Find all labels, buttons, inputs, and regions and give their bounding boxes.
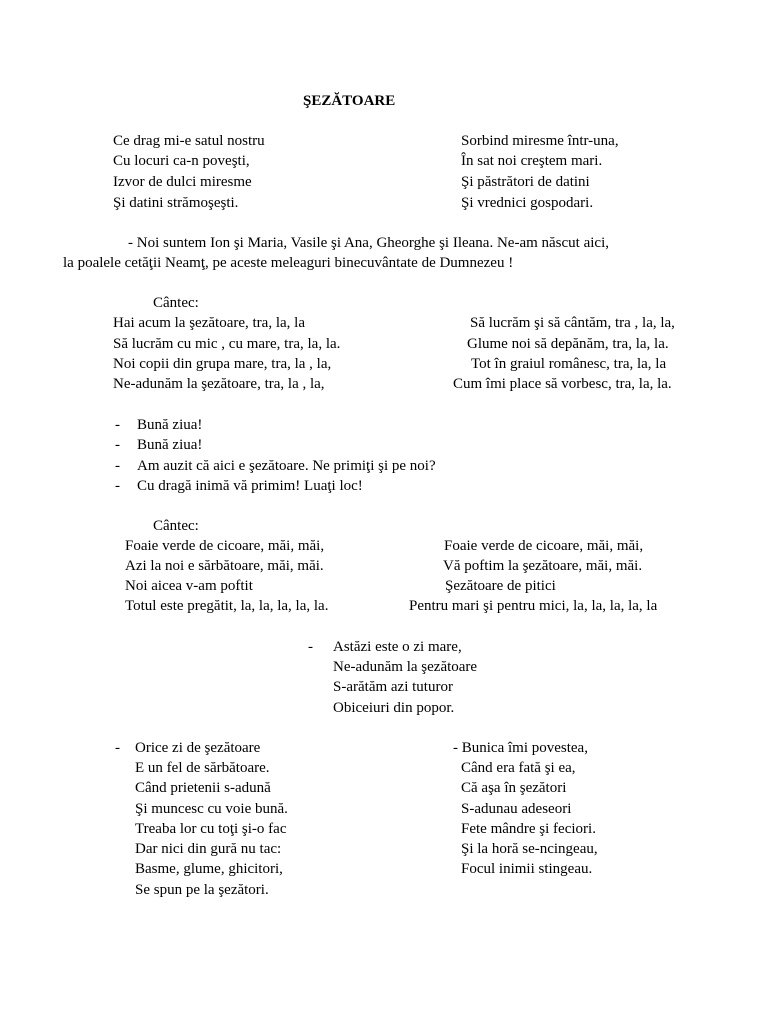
song-2-right-line-4: Pentru mari şi pentru mici, la, la, la, la, la [409, 598, 658, 614]
final-right-line-4: S-adunau adeseori [461, 801, 572, 817]
dialogue-line-1: Bună ziua! [137, 417, 203, 433]
intro-line-1: - Noi suntem Ion şi Maria, Vasile şi Ana, Gheorghe şi Ileana. Ne-am născut aici, [128, 235, 609, 251]
final-right-line-1: - Bunica îmi povestea, [453, 740, 588, 756]
intro-line-2: la poalele cetăţii Neamţ, pe aceste meleaguri binecuvântate de Dumnezeu ! [63, 255, 514, 271]
song-1-left-line-1: Hai acum la şezătoare, tra, la, la [113, 315, 305, 331]
dialogue-dash-2: - [115, 437, 120, 453]
song-2-right-line-3: Şezătoare de pitici [445, 578, 556, 594]
stanza-1-right-line-3: Şi păstrători de datini [461, 174, 590, 190]
final-right-line-3: Că aşa în şezători [461, 780, 567, 796]
final-left-line-8: Se spun pe la şezători. [135, 882, 269, 898]
final-left-line-1: Orice zi de şezătoare [135, 740, 261, 756]
song-1-right-line-2: Glume noi să depănăm, tra, la, la. [467, 336, 669, 352]
song-1-right-line-4: Cum îmi place să vorbesc, tra, la, la. [453, 376, 672, 392]
center-verse-line-4: Obiceiuri din popor. [333, 700, 455, 716]
song-1-left-line-3: Noi copii din grupa mare, tra, la , la, [113, 356, 332, 372]
final-right-line-7: Focul inimii stingeau. [461, 861, 593, 877]
final-right-line-6: Şi la horă se-ncingeau, [461, 841, 598, 857]
dialogue-line-4: Cu dragă inimă vă primim! Luaţi loc! [137, 478, 363, 494]
song-1-left-line-2: Să lucrăm cu mic , cu mare, tra, la, la. [113, 336, 341, 352]
song-2-left-line-3: Noi aicea v-am poftit [125, 578, 253, 594]
final-left-line-4: Şi muncesc cu voie bună. [135, 801, 288, 817]
center-verse-line-2: Ne-adunăm la şezătoare [333, 659, 478, 675]
song-2-right-line-1: Foaie verde de cicoare, măi, măi, [444, 538, 644, 554]
dialogue-line-2: Bună ziua! [137, 437, 203, 453]
stanza-1-right-line-1: Sorbind miresme într-una, [461, 133, 619, 149]
stanza-1-left-line-1: Ce drag mi-e satul nostru [113, 133, 265, 149]
final-right-line-2: Când era fată şi ea, [461, 760, 576, 776]
stanza-1-right-line-4: Şi vrednici gospodari. [461, 195, 594, 211]
center-verse-dash: - [308, 639, 313, 655]
song-1-right-line-1: Să lucrăm şi să cântăm, tra , la, la, [470, 315, 675, 331]
song-1-right-line-3: Tot în graiul românesc, tra, la, la [471, 356, 667, 372]
stanza-1-left-line-2: Cu locuri ca-n poveşti, [113, 153, 250, 169]
final-left-line-7: Basme, glume, ghicitori, [135, 861, 283, 877]
final-right-line-5: Fete mândre şi feciori. [461, 821, 596, 837]
song-1-label: Cântec: [153, 295, 199, 311]
dialogue-dash-4: - [115, 478, 120, 494]
song-2-label: Cântec: [153, 518, 199, 534]
stanza-1-left-line-3: Izvor de dulci miresme [113, 174, 252, 190]
stanza-1-left-line-4: Şi datini strămoşeşti. [113, 195, 239, 211]
center-verse-line-3: S-arătăm azi tuturor [333, 679, 453, 695]
song-2-left-line-4: Totul este pregătit, la, la, la, la, la. [125, 598, 329, 614]
song-1-left-line-4: Ne-adunăm la şezătoare, tra, la , la, [113, 376, 325, 392]
final-left-dash: - [115, 740, 120, 756]
song-2-right-line-2: Vă poftim la şezătoare, măi, măi. [443, 558, 643, 574]
final-left-line-2: E un fel de sărbătoare. [135, 760, 270, 776]
center-verse-line-1: Astăzi este o zi mare, [333, 639, 462, 655]
final-left-line-6: Dar nici din gură nu tac: [135, 841, 282, 857]
song-2-left-line-1: Foaie verde de cicoare, măi, măi, [125, 538, 325, 554]
final-left-line-5: Treaba lor cu toţi şi-o fac [135, 821, 287, 837]
dialogue-line-3: Am auzit că aici e şezătoare. Ne primiţi şi pe noi? [137, 458, 436, 474]
stanza-1-right-line-2: În sat noi creştem mari. [461, 153, 603, 169]
final-left-line-3: Când prietenii s-adună [135, 780, 271, 796]
dialogue-dash-1: - [115, 417, 120, 433]
page-title: ŞEZĂTOARE [303, 93, 396, 109]
song-2-left-line-2: Azi la noi e sărbătoare, măi, măi. [125, 558, 324, 574]
dialogue-dash-3: - [115, 458, 120, 474]
